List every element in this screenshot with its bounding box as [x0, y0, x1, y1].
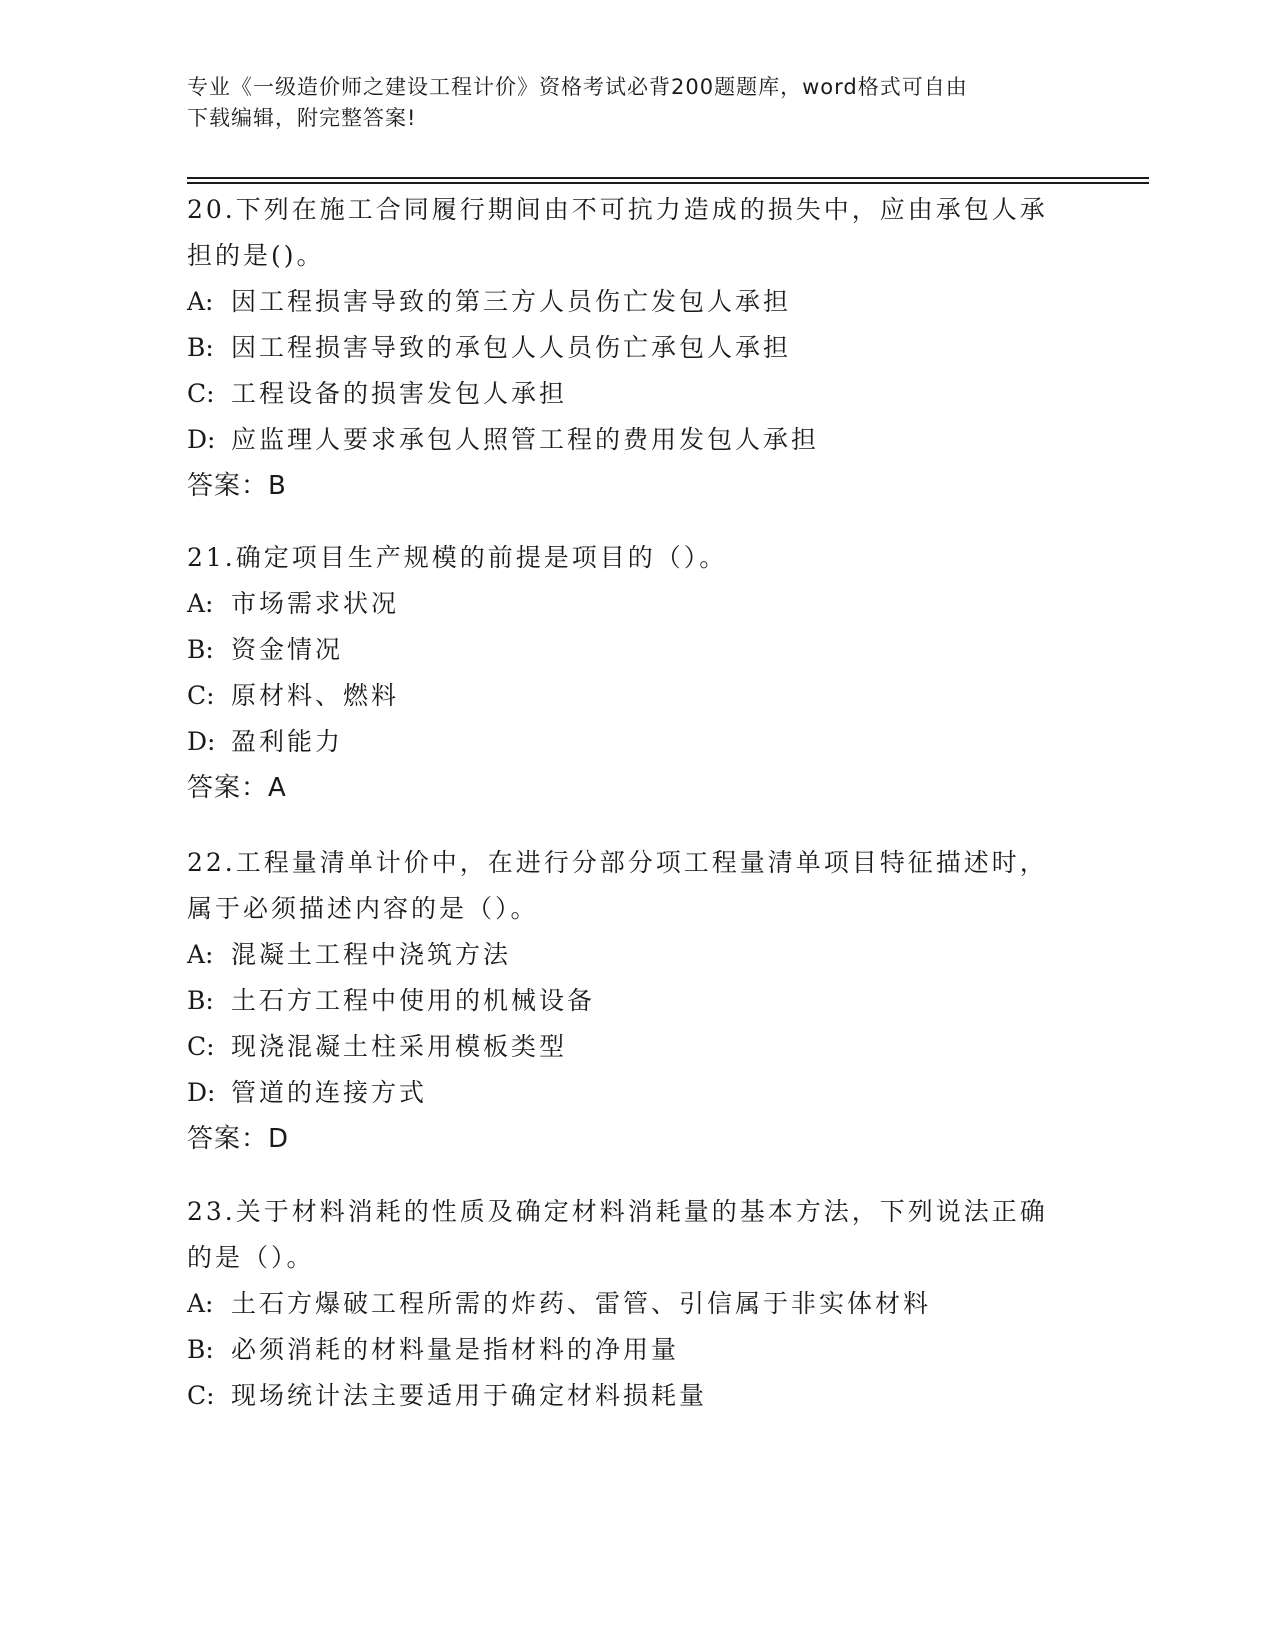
header-divider-bottom: [187, 182, 1149, 184]
option-letter: A:: [187, 940, 214, 969]
header-line-2: 下载编辑，附完整答案!: [187, 106, 417, 130]
option-d: [187, 719, 1087, 765]
option-text: 资金情况: [231, 635, 344, 664]
option-text: 必须消耗的材料量是指材料的净用量: [231, 1335, 680, 1364]
option-a: [187, 1281, 1087, 1327]
option-text: 应监理人要求承包人照管工程的费用发包人承担: [231, 425, 820, 454]
option-letter: A:: [187, 1289, 214, 1318]
option-text: 现场统计法主要适用于确定材料损耗量: [231, 1381, 708, 1410]
question-23: [187, 1189, 1087, 1419]
option-letter: B:: [187, 1335, 214, 1364]
question-text-continued: 的是（）。: [187, 1243, 315, 1272]
question-text: 22.工程量清单计价中，在进行分部分项工程量清单项目特征描述时，: [187, 848, 1048, 877]
option-letter: C:: [187, 379, 215, 408]
header-divider-top: [187, 177, 1149, 179]
option-text: 因工程损害导致的第三方人员伤亡发包人承担: [231, 287, 792, 316]
option-text: 管道的连接方式: [231, 1078, 428, 1107]
option-text: 市场需求状况: [231, 589, 400, 618]
option-c: [187, 673, 1087, 719]
option-b: [187, 627, 1087, 673]
option-letter: B:: [187, 635, 214, 664]
option-text: 混凝土工程中浇筑方法: [231, 940, 512, 969]
option-letter: D:: [187, 727, 216, 756]
answer-label: 答案：B: [187, 471, 287, 501]
question-21: [187, 535, 1087, 811]
option-b: [187, 325, 1087, 371]
option-c: [187, 1024, 1087, 1070]
question-text-continued: 属于必须描述内容的是（）。: [187, 894, 539, 923]
option-letter: C:: [187, 1381, 215, 1410]
option-letter: B:: [187, 986, 214, 1015]
option-a: [187, 932, 1087, 978]
option-letter: A:: [187, 287, 214, 316]
answer-label: 答案：D: [187, 1124, 290, 1154]
question-text: 20.下列在施工合同履行期间由不可抗力造成的损失中，应由承包人承: [187, 195, 1048, 224]
option-letter: A:: [187, 589, 214, 618]
option-text: 土石方工程中使用的机械设备: [231, 986, 596, 1015]
answer-label: 答案：A: [187, 773, 287, 803]
option-a: [187, 581, 1087, 627]
option-letter: D:: [187, 1078, 216, 1107]
question-text-continued: 担的是()。: [187, 241, 325, 270]
option-letter: D:: [187, 425, 216, 454]
question-20: [187, 187, 1087, 509]
option-d: [187, 1070, 1087, 1116]
document-header: [187, 72, 1087, 134]
header-line-1: 专业《一级造价师之建设工程计价》资格考试必背200题题库，word格式可自由: [187, 75, 968, 99]
option-d: [187, 417, 1087, 463]
option-letter: B:: [187, 333, 214, 362]
option-c: [187, 371, 1087, 417]
question-text: 21.确定项目生产规模的前提是项目的（）。: [187, 543, 728, 572]
option-text: 盈利能力: [231, 727, 344, 756]
question-text: 23.关于材料消耗的性质及确定材料消耗量的基本方法，下列说法正确: [187, 1197, 1048, 1226]
option-b: [187, 978, 1087, 1024]
option-b: [187, 1327, 1087, 1373]
option-letter: C:: [187, 681, 215, 710]
option-text: 土石方爆破工程所需的炸药、雷管、引信属于非实体材料: [231, 1289, 932, 1318]
question-22: [187, 840, 1087, 1162]
option-text: 工程设备的损害发包人承担: [231, 379, 568, 408]
option-a: [187, 279, 1087, 325]
option-c: [187, 1373, 1087, 1419]
option-letter: C:: [187, 1032, 215, 1061]
option-text: 因工程损害导致的承包人人员伤亡承包人承担: [231, 333, 792, 362]
option-text: 现浇混凝土柱采用模板类型: [231, 1032, 568, 1061]
option-text: 原材料、燃料: [231, 681, 400, 710]
